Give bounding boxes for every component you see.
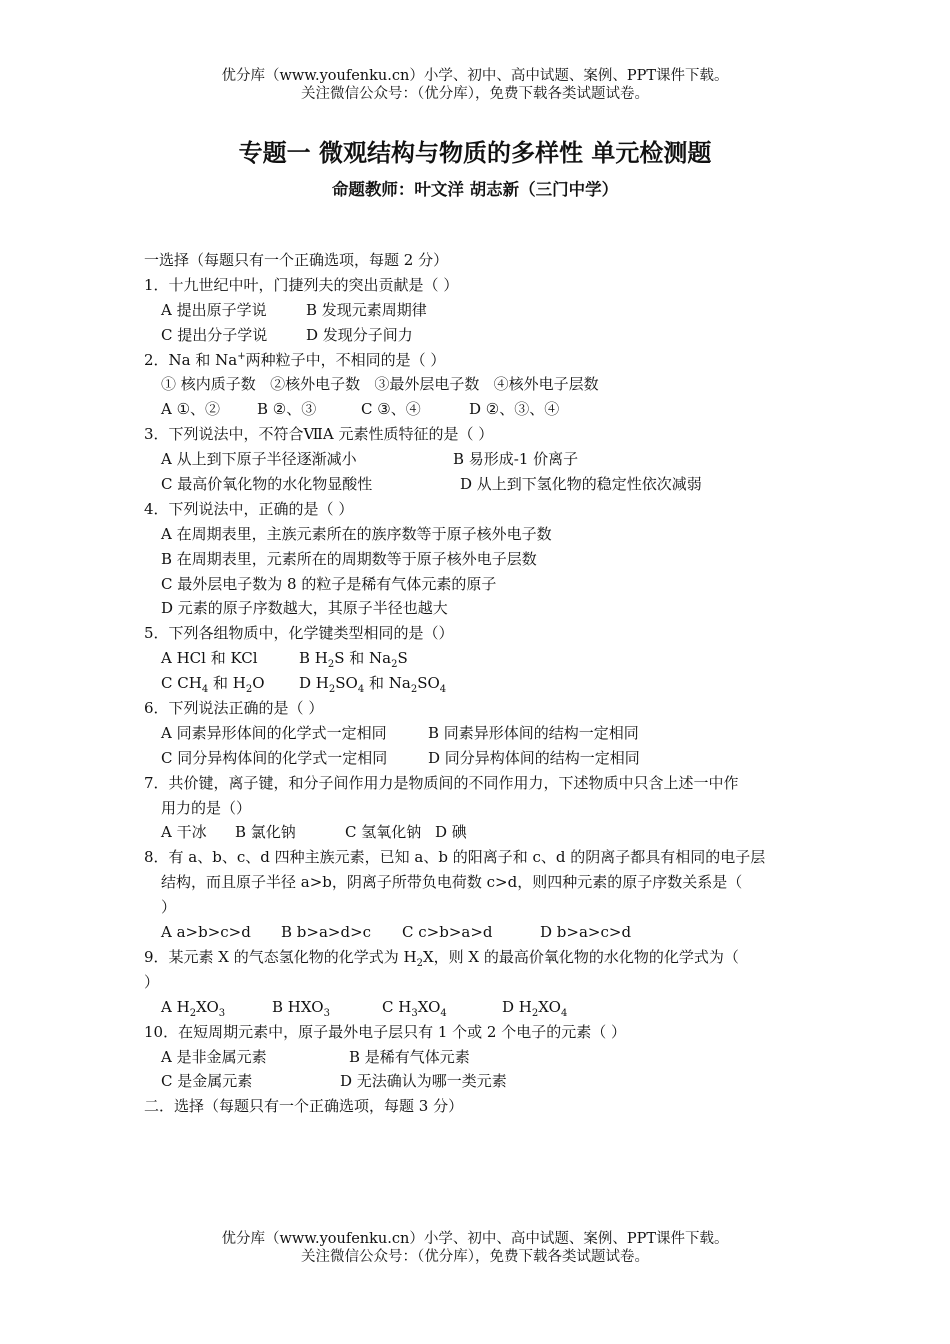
question-3-options-row-2 — [144, 472, 814, 497]
section-2-heading: 二．选择（每题只有一个正确选项，每题 3 分） — [144, 1097, 464, 1116]
option-c: C 提出分子学说 — [161, 325, 268, 344]
option-b: B 易形成-1 价离子 — [453, 450, 579, 469]
option-c: C 同分异构体间的化学式一定相同 — [161, 748, 388, 767]
question-2-stem — [144, 348, 814, 373]
question-10-stem: 10．在短周期元素中，原子最外电子层只有 1 个或 2 个电子的元素（ ） — [144, 1022, 627, 1041]
document-title: 专题一 微观结构与物质的多样性 单元检测题 — [238, 139, 712, 167]
question-1-stem: 1．十九世纪中叶，门捷列夫的突出贡献是（ ） — [144, 275, 459, 294]
option-a: A 是非金属元素 — [161, 1047, 267, 1066]
question-3-stem: 3．下列说法中，不符合ⅦA 元素性质特征的是（ ） — [144, 425, 494, 444]
option-d: D 同分异构体间的结构一定相同 — [428, 748, 640, 767]
option-c: C 最高价氧化物的水化物显酸性 — [161, 475, 373, 494]
question-2-items: ① 核内质子数 ②核外电子数 ③最外层电子数 ④核外电子层数 — [161, 375, 599, 394]
option-b: B 氯化钠 — [235, 823, 296, 842]
option-c: C $H_3XO_4$ — [382, 997, 447, 1019]
question-2-options — [144, 397, 814, 422]
question-7-stem-line-2: 用力的是（） — [161, 798, 252, 817]
option-d: D 无法确认为哪一类元素 — [340, 1072, 507, 1091]
option-a: A 干冰 — [161, 823, 207, 842]
option-b: B 同素异形体间的结构一定相同 — [428, 723, 639, 742]
option-b: B ②、③ — [257, 400, 317, 419]
question-8-stem-line-1: 8．有 a、b、c、d 四种主族元素，已知 a、b 的阳离子和 c、d 的阴离子都具有相同的电子层 — [144, 848, 766, 867]
stem-text: 2．Na 和 Na — [144, 350, 238, 369]
page-header — [0, 67, 950, 103]
option-b: B $HXO_3$ — [272, 997, 330, 1019]
question-8-stem-line-3: ） — [161, 898, 177, 917]
question-10-options-row-1 — [144, 1045, 814, 1070]
option-b: B 是稀有气体元素 — [349, 1047, 470, 1066]
option-a: A a>b>c>d — [161, 923, 251, 942]
stem-text: 两种粒子中，不相同的是（ ） — [245, 350, 446, 369]
page-footer — [0, 1230, 950, 1266]
option-b: B $H_2S$ 和 $Na_2S$ — [299, 649, 408, 671]
option-c: C c>b>a>d — [402, 923, 493, 942]
option-c: C $CH_4$ 和 $H_2O$ — [161, 674, 265, 696]
option-d: D $H_2XO_4$ — [502, 997, 568, 1019]
option-b: B b>a>d>c — [281, 923, 372, 942]
option-d: D b>a>c>d — [540, 923, 632, 942]
question-9-options — [144, 995, 814, 1020]
option-a: A 同素异形体间的化学式一定相同 — [161, 723, 387, 742]
option-a: A HCl 和 KCl — [161, 649, 258, 668]
question-9-stem-line-2: ） — [144, 972, 160, 991]
question-5-options-row-1 — [144, 646, 814, 671]
question-10-options-row-2 — [144, 1069, 814, 1094]
option-b: B 发现元素周期律 — [306, 300, 427, 319]
footer-line-1: 优分库（www.youfenku.cn）小学、初中、高中试题、案例、PPT课件下载。 — [221, 1231, 729, 1247]
question-4-option-d: D 元素的原子序数越大，其原子半径也越大 — [161, 599, 448, 618]
question-4-option-a: A 在周期表里，主族元素所在的族序数等于原子核外电子数 — [161, 524, 552, 543]
option-a: A $H_2XO_3$ — [161, 997, 226, 1019]
question-6-options-row-1 — [144, 721, 814, 746]
question-8-options — [144, 920, 814, 945]
question-3-options-row-1 — [144, 447, 814, 472]
question-6-options-row-2 — [144, 746, 814, 771]
superscript: + — [237, 350, 246, 362]
section-1-heading: 一选择（每题只有一个正确选项，每题 2 分） — [144, 251, 449, 269]
option-c: C ③、④ — [361, 400, 421, 419]
option-d: D 发现分子间力 — [306, 325, 413, 344]
option-d: D 从上到下氢化物的稳定性依次减弱 — [460, 475, 702, 494]
question-list — [144, 248, 814, 1119]
footer-line-2: 关注微信公众号：（优分库），免费下载各类试题试卷。 — [301, 1249, 649, 1265]
option-d: D ②、③、④ — [469, 400, 560, 419]
option-a: A ①、② — [161, 400, 221, 419]
option-d: D $H_2SO_4$ 和 $Na_2SO_4$ — [299, 674, 447, 696]
question-5-options-row-2 — [144, 671, 814, 696]
question-5-stem: 5．下列各组物质中，化学键类型相同的是（） — [144, 624, 454, 643]
header-line-1: 优分库（www.youfenku.cn）小学、初中、高中试题、案例、PPT课件下载。 — [221, 68, 729, 84]
question-8-stem-line-2: 结构，而且原子半径 a>b，阴离子所带负电荷数 c>d，则四种元素的原子序数关系是（ — [161, 873, 743, 892]
header-line-2: 关注微信公众号：（优分库），免费下载各类试题试卷。 — [301, 86, 649, 102]
document-subtitle: 命题教师：叶文洋 胡志新（三门中学） — [331, 180, 619, 199]
question-1-options-row-1 — [144, 298, 814, 323]
question-7-stem-line-1: 7．共价键，离子键，和分子间作用力是物质间的不同作用力，下述物质中只含上述一中作 — [144, 773, 739, 792]
question-4-stem: 4．下列说法中，正确的是（ ） — [144, 499, 354, 518]
question-4-option-c: C 最外层电子数为 8 的粒子是稀有气体元素的原子 — [161, 574, 497, 593]
option-d: D 碘 — [435, 823, 467, 842]
option-a: A 从上到下原子半径逐渐减小 — [161, 450, 357, 469]
question-4-option-b: B 在周期表里，元素所在的周期数等于原子核外电子层数 — [161, 549, 537, 568]
question-9-stem-line-1: 9．某元素 X 的气态氢化物的化学式为 $H_2X$，则 X 的最高价氧化物的水化物的化学式为（ — [144, 947, 739, 969]
option-a: A 提出原子学说 — [161, 300, 267, 319]
option-c: C 是金属元素 — [161, 1072, 253, 1091]
question-7-options — [144, 820, 814, 845]
question-1-options-row-2 — [144, 323, 814, 348]
question-6-stem: 6．下列说法正确的是（ ） — [144, 699, 324, 718]
option-c: C 氢氧化钠 — [345, 823, 422, 842]
